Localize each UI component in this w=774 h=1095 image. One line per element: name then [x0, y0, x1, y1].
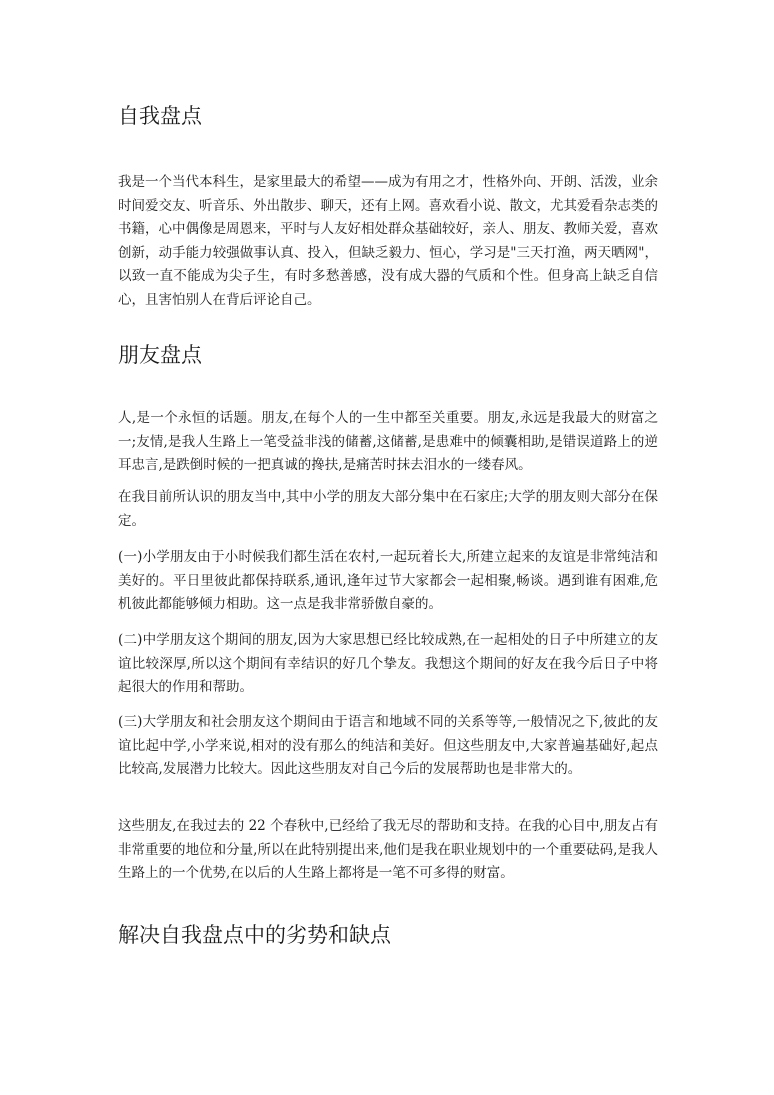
friends-paragraph-university: (三)大学朋友和社会朋友这个期间由于语言和地域不同的关系等等,一般情况之下,彼此的友谊比起中学,小学来说,相对的没有那么的纯洁和美好。但这些朋友中,大家普遍基础好,起点比较高,发展潜力比较大。因此这些朋友对自己今后的发展帮助也是非常大的。 — [118, 714, 658, 777]
friends-paragraph-location: 在我目前所认识的朋友当中,其中小学的朋友大部分集中在石家庄;大学的朋友则大部分在保定。 — [118, 489, 658, 529]
section-heading-friends: 朋友盘点 — [118, 343, 202, 367]
section-heading-weakness: 解决自我盘点中的劣势和缺点 — [118, 923, 391, 947]
friends-paragraph-middle: (二)中学朋友这个期间的朋友,因为大家思想已经比较成熟,在一起相处的日子中所建立的友谊比较深厚,所以这个期间有幸结识的好几个挚友。我想这个期间的好友在我今后日子中将起很大的作用和帮助。 — [118, 632, 658, 695]
section-heading-self: 自我盘点 — [118, 104, 202, 128]
friends-paragraph-intro: 人,是一个永恒的话题。朋友,在每个人的一生中都至关重要。朋友,永远是我最大的财富之一;友情,是我人生路上一笔受益非浅的储蓄,这储蓄,是患难中的倾囊相助,是错误道路上的逆耳忠言,是跌倒时候的一把真诚的搀扶,是痛苦时抹去泪水的一缕春风。 — [118, 410, 658, 473]
self-paragraph: 我是一个当代本科生，是家里最大的希望——成为有用之才，性格外向、开朗、活泼，业余时间爱交友、听音乐、外出散步、聊天，还有上网。喜欢看小说、散文，尤其爱看杂志类的书籍，心中偶像是周恩来，平时与人友好相处群众基础较好，亲人、朋友、教师关爱，喜欢创新，动手能力较强做事认真、投入，但缺乏毅力、恒心，学习是"三天打渔，两天晒网"，以致一直不能成为尖子生，有时多愁善感，没有成大器的气质和个性。但身高上缺乏自信心，且害怕别人在背后评论自己。 — [118, 174, 658, 308]
friends-paragraph-summary: 这些朋友,在我过去的 22 个春秋中,已经给了我无尽的帮助和支持。在我的心目中,朋友占有非常重要的地位和分量,所以在此特别提出来,他们是我在职业规划中的一个重要砝码,是我人生路上的一个优势,在以后的人生路上都将是一笔不可多得的财富。 — [118, 818, 658, 881]
friends-paragraph-primary: (一)小学朋友由于小时候我们都生活在农村,一起玩着长大,所建立起来的友谊是非常纯洁和美好的。平日里彼此都保持联系,通讯,逢年过节大家都会一起相聚,畅谈。遇到谁有困难,危机彼此都能够倾力相助。这一点是我非常骄傲自豪的。 — [118, 549, 658, 612]
